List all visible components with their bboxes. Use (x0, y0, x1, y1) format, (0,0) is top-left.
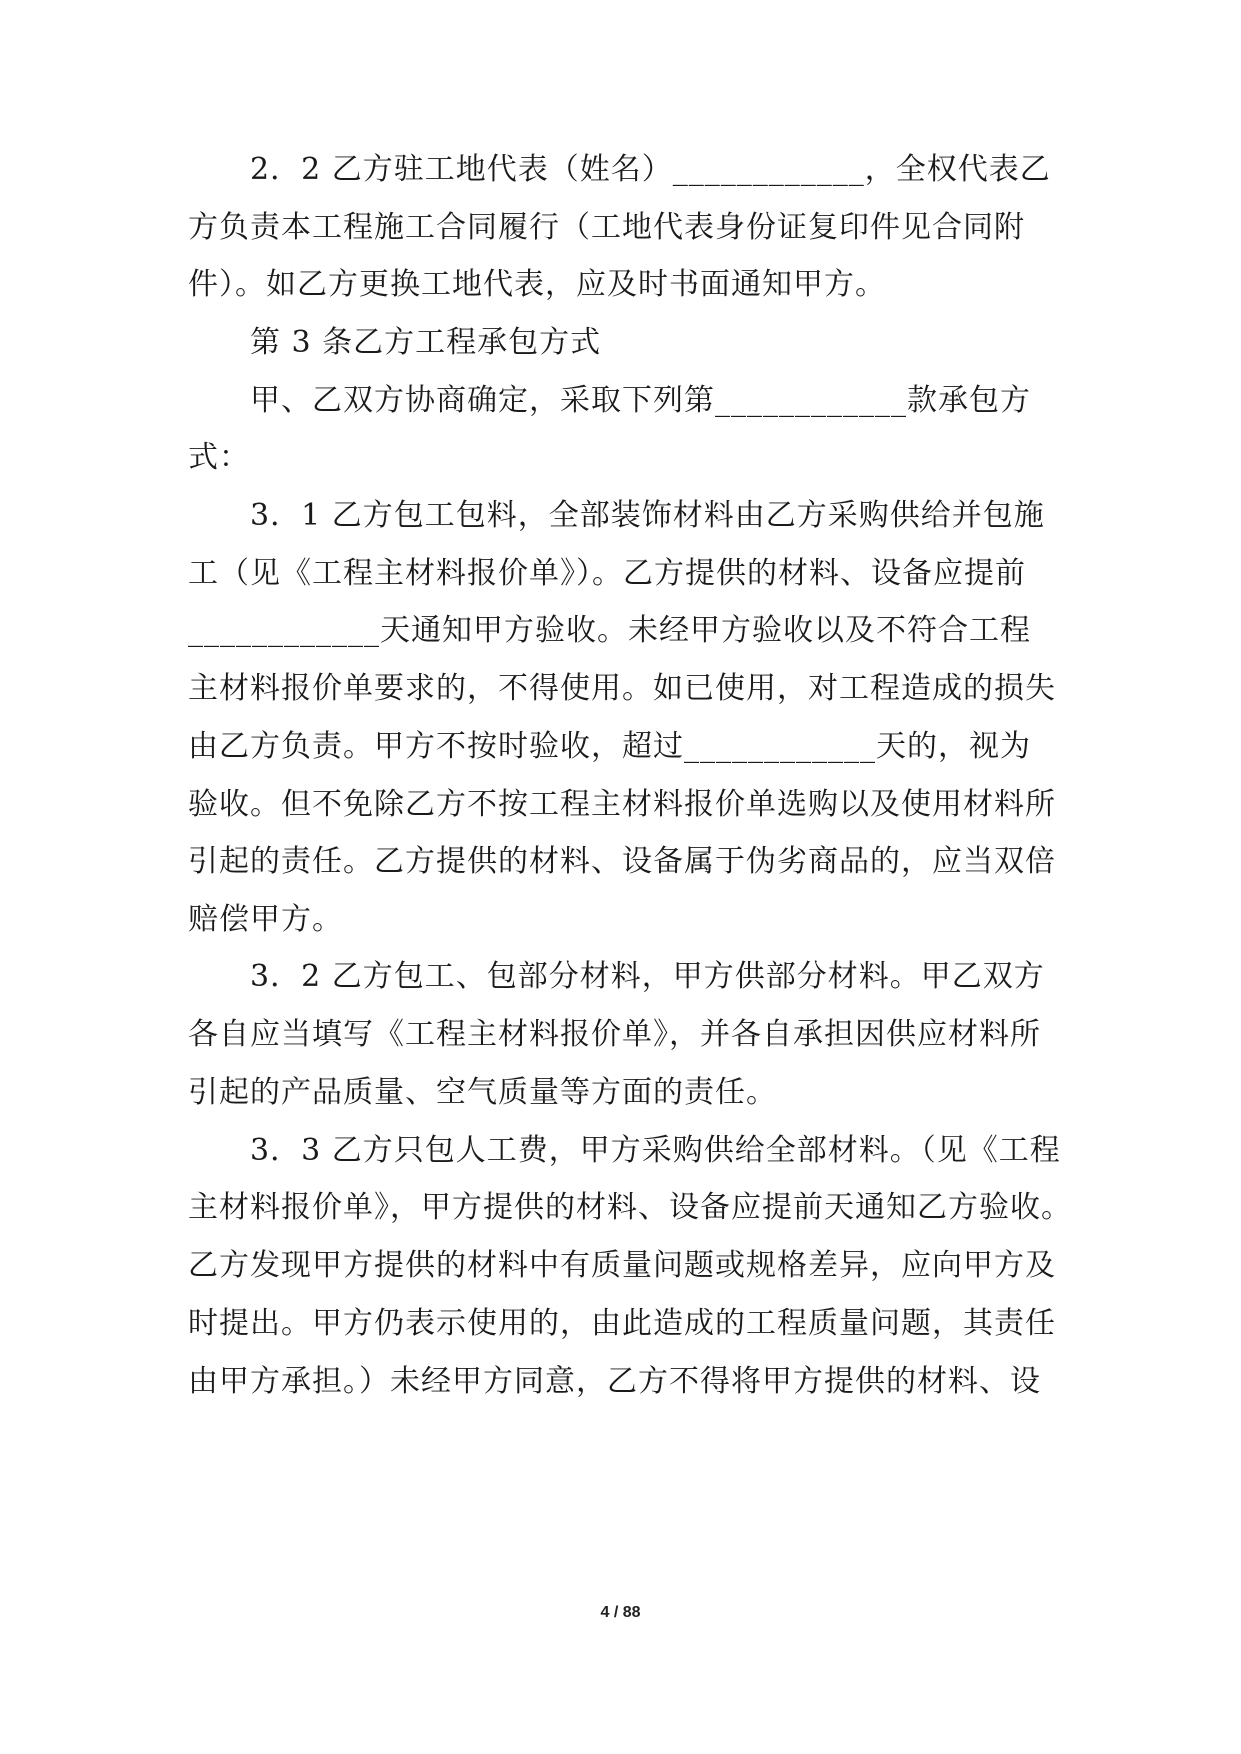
page-number: 4 / 88 (600, 1604, 641, 1621)
paragraph-line: 方负责本工程施工合同履行（工地代表身份证复印件见合同附 (188, 210, 1025, 245)
paragraph-line: ____________天通知甲方验收。未经甲方验收以及不符合工程 (188, 613, 1031, 648)
paragraph-line: 各自应当填写《工程主材料报价单》，并各自承担因供应材料所 (188, 1017, 1041, 1052)
paragraph-line: 由甲方承担。）未经甲方同意，乙方不得将甲方提供的材料、设 (188, 1364, 1041, 1399)
paragraph-line: 主材料报价单》，甲方提供的材料、设备应提前天通知乙方验收。 (188, 1190, 1072, 1225)
paragraph-line: 引起的产品质量、空气质量等方面的责任。 (188, 1075, 777, 1110)
paragraph-line: 工（见《工程主材料报价单》）。乙方提供的材料、设备应提前 (188, 556, 1026, 591)
paragraph-line: 3．1 乙方包工包料，全部装饰材料由乙方采购供给并包施 (250, 498, 1045, 533)
paragraph-line: 件）。如乙方更换工地代表，应及时书面通知甲方。 (188, 267, 886, 302)
paragraph-line: 式： (188, 440, 250, 475)
paragraph-line: 甲、乙双方协商确定，采取下列第____________款承包方 (250, 383, 1031, 418)
paragraph-line: 主材料报价单要求的，不得使用。如已使用，对工程造成的损失 (188, 671, 1056, 706)
section-heading: 第 3 条乙方工程承包方式 (250, 325, 602, 360)
paragraph-line: 引起的责任。乙方提供的材料、设备属于伪劣商品的，应当双倍 (188, 844, 1056, 879)
paragraph-line: 时提出。甲方仍表示使用的，由此造成的工程质量问题，其责任 (188, 1306, 1056, 1341)
paragraph-line: 乙方发现甲方提供的材料中有质量问题或规格差异，应向甲方及 (188, 1248, 1056, 1283)
paragraph-line: 赔偿甲方。 (188, 902, 343, 937)
paragraph-line: 验收。但不免除乙方不按工程主材料报价单选购以及使用材料所 (188, 787, 1056, 822)
paragraph-line: 2．2 乙方驻工地代表（姓名）____________，全权代表乙 (250, 152, 1051, 187)
paragraph-line: 3．2 乙方包工、包部分材料，甲方供部分材料。甲乙双方 (250, 959, 1045, 994)
paragraph-line: 3．3 乙方只包人工费，甲方采购供给全部材料。（见《工程 (250, 1133, 1061, 1168)
paragraph-line: 由乙方负责。甲方不按时验收，超过____________天的，视为 (188, 729, 1031, 764)
